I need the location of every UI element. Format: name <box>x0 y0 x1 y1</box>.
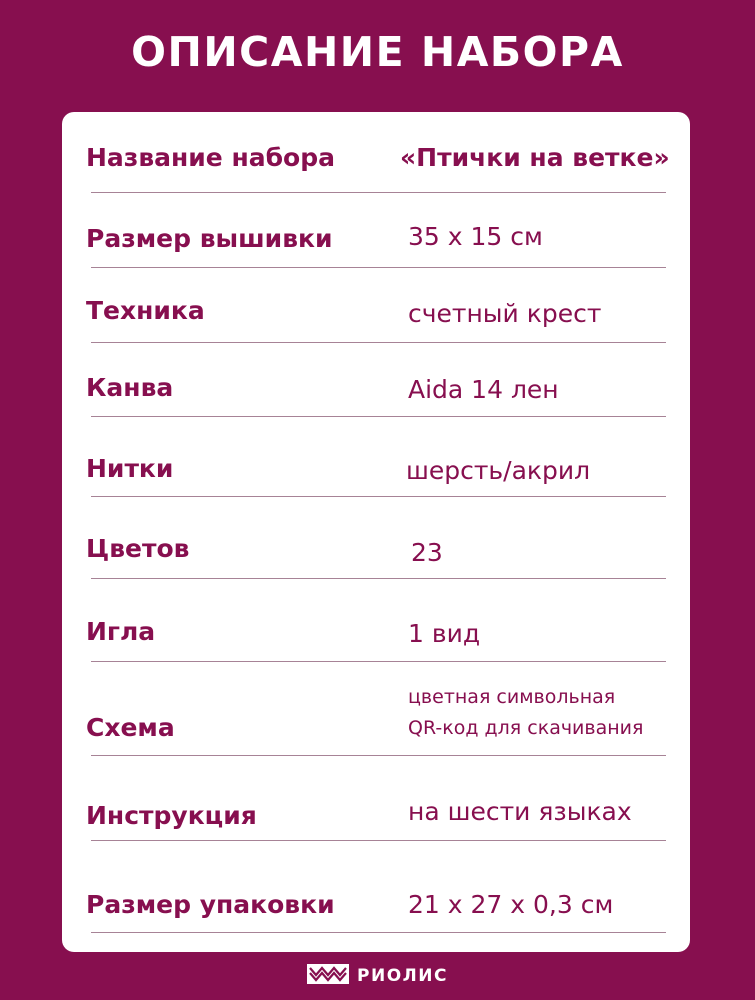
row-divider <box>91 496 666 497</box>
row-value-canvas: Aida 14 лен <box>408 375 559 404</box>
row-label-instructions: Инструкция <box>86 801 257 830</box>
row-divider <box>91 932 666 933</box>
page-title: ОПИСАНИЕ НАБОРА <box>131 28 624 76</box>
description-card <box>62 112 690 952</box>
row-label-needle: Игла <box>86 617 156 646</box>
row-label-package-size: Размер упаковки <box>86 890 335 919</box>
row-label-embroidery-size: Размер вышивки <box>86 224 333 253</box>
row-divider <box>91 416 666 417</box>
row-value-embroidery-size: 35 х 15 см <box>408 222 543 251</box>
row-value-threads: шерсть/акрил <box>406 456 591 485</box>
row-divider <box>91 661 666 662</box>
row-value-instructions: на шести языках <box>408 797 632 826</box>
row-label-threads: Нитки <box>86 454 174 483</box>
row-label-technique: Техника <box>86 296 205 325</box>
row-label-canvas: Канва <box>86 373 174 402</box>
row-label-scheme: Схема <box>86 713 175 742</box>
row-divider <box>91 342 666 343</box>
row-value-kit-name: «Птички на ветке» <box>400 143 670 172</box>
row-label-colors: Цветов <box>86 534 190 563</box>
row-value-scheme-line-1: цветная символьная <box>408 686 616 708</box>
row-value-needle: 1 вид <box>408 619 481 648</box>
row-value-colors: 23 <box>411 538 443 567</box>
brand-footer <box>0 962 755 990</box>
row-divider <box>91 840 666 841</box>
row-value-technique: счетный крест <box>408 299 602 328</box>
brand-logo-icon <box>307 964 349 988</box>
row-value-package-size: 21 х 27 х 0,3 см <box>408 890 614 919</box>
row-value-scheme-line-2: QR-код для скачивания <box>408 717 644 739</box>
row-divider <box>91 578 666 579</box>
row-divider <box>91 192 666 193</box>
row-divider <box>91 755 666 756</box>
row-divider <box>91 267 666 268</box>
brand-name: РИОЛИС <box>357 966 448 986</box>
row-label-kit-name: Название набора <box>86 143 335 172</box>
